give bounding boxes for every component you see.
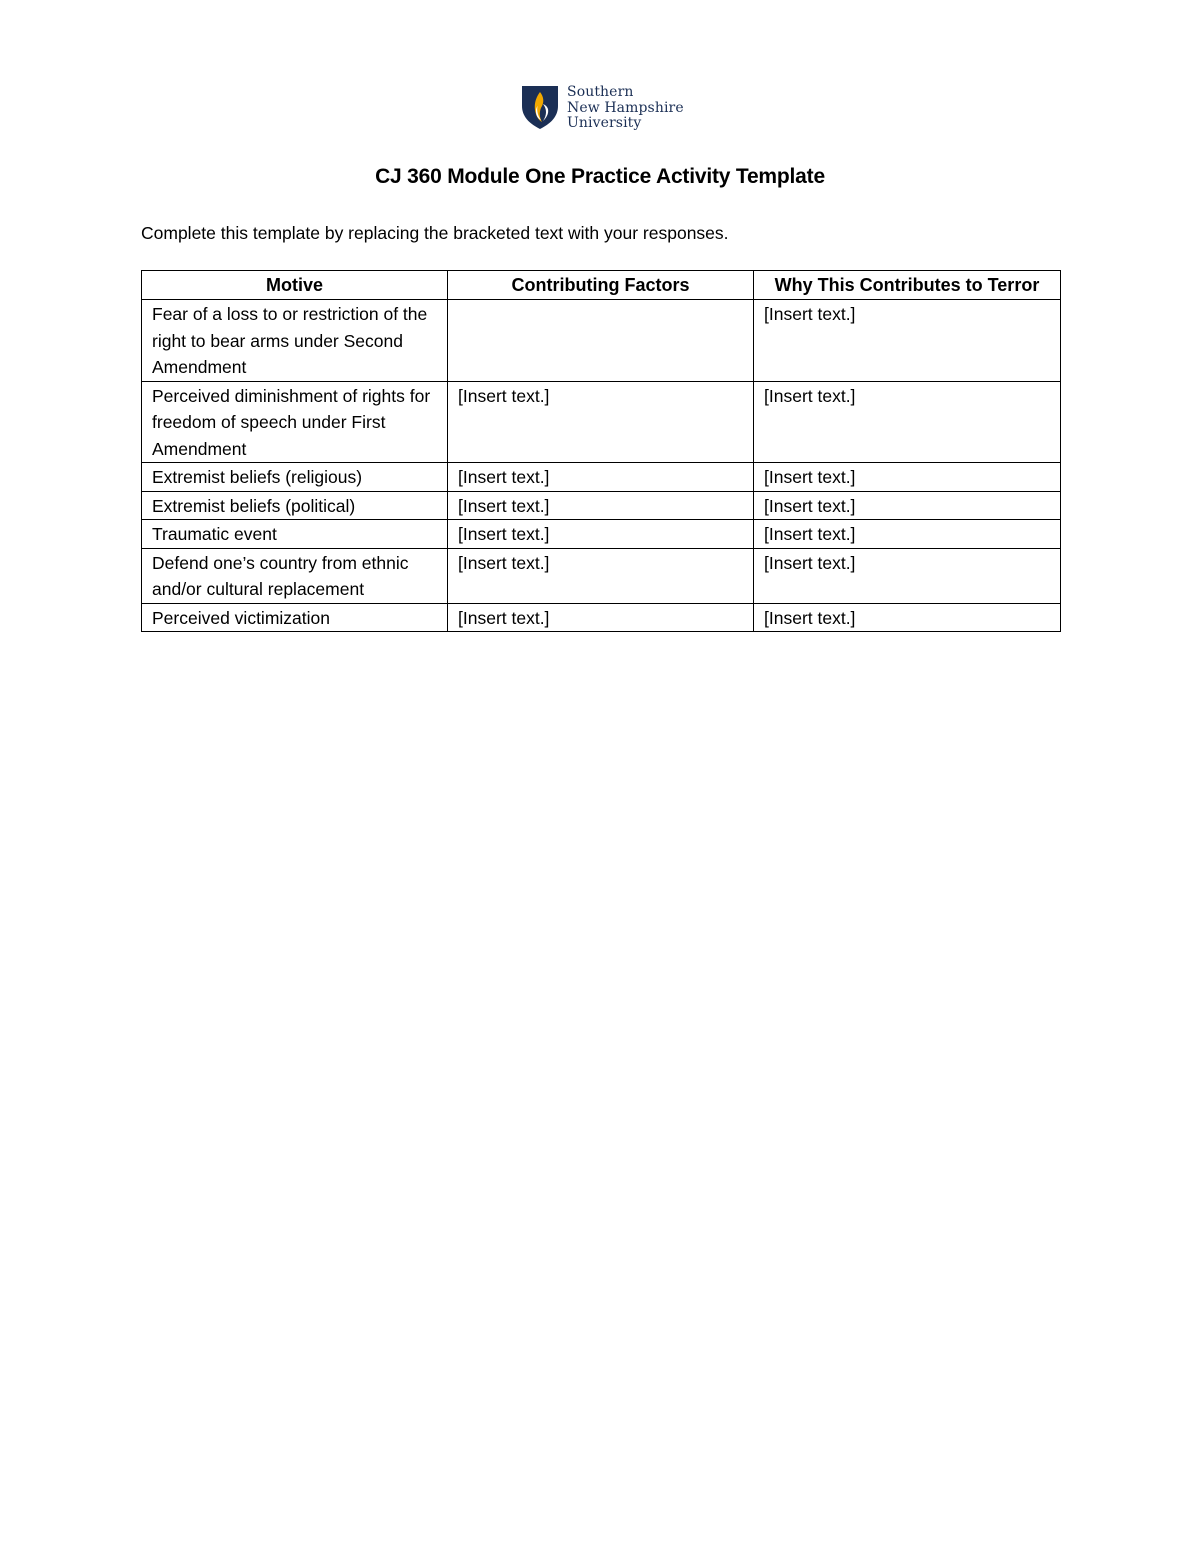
table-row (142, 463, 1061, 492)
why-cell[interactable]: [Insert text.] (754, 520, 1061, 549)
table-row (142, 491, 1061, 520)
shield-flame-icon (520, 84, 560, 130)
motive-cell: Fear of a loss to or restriction of the right to bear arms under Second Amendment (142, 300, 448, 382)
motive-cell: Traumatic event (142, 520, 448, 549)
factors-cell[interactable]: [Insert text.] (448, 603, 754, 632)
factors-cell[interactable] (448, 300, 754, 382)
table-header-row (142, 271, 1061, 300)
why-cell[interactable]: [Insert text.] (754, 548, 1061, 603)
motive-cell: Extremist beliefs (religious) (142, 463, 448, 492)
motive-cell: Extremist beliefs (political) (142, 491, 448, 520)
header-motive: Motive (142, 271, 448, 300)
page-title: CJ 360 Module One Practice Activity Template (375, 165, 825, 188)
factors-cell[interactable]: [Insert text.] (448, 520, 754, 549)
why-cell[interactable]: [Insert text.] (754, 381, 1061, 463)
table-row (142, 300, 1061, 382)
table-row (142, 520, 1061, 549)
why-cell[interactable]: [Insert text.] (754, 300, 1061, 382)
motive-cell: Perceived victimization (142, 603, 448, 632)
header-contributing-factors: Contributing Factors (448, 271, 754, 300)
factors-cell[interactable]: [Insert text.] (448, 463, 754, 492)
why-cell[interactable]: [Insert text.] (754, 603, 1061, 632)
table-row (142, 381, 1061, 463)
logo-line-3: University (567, 115, 642, 131)
factors-cell[interactable]: [Insert text.] (448, 548, 754, 603)
logo-line-1: Southern (567, 84, 634, 100)
why-cell[interactable]: [Insert text.] (754, 463, 1061, 492)
motive-table (141, 270, 1061, 632)
logo-wordmark (567, 85, 684, 132)
logo-line-2: New Hampshire (567, 99, 684, 116)
why-cell[interactable]: [Insert text.] (754, 491, 1061, 520)
table-row (142, 603, 1061, 632)
instructions-text: Complete this template by replacing the bracketed text with your responses. (141, 223, 729, 243)
table-row (142, 548, 1061, 603)
motive-cell: Perceived diminishment of rights for freedom of speech under First Amendment (142, 381, 448, 463)
university-logo (520, 84, 684, 132)
factors-cell[interactable]: [Insert text.] (448, 491, 754, 520)
header-why-contributes: Why This Contributes to Terror (754, 271, 1061, 300)
factors-cell[interactable]: [Insert text.] (448, 381, 754, 463)
motive-cell: Defend one’s country from ethnic and/or cultural replacement (142, 548, 448, 603)
